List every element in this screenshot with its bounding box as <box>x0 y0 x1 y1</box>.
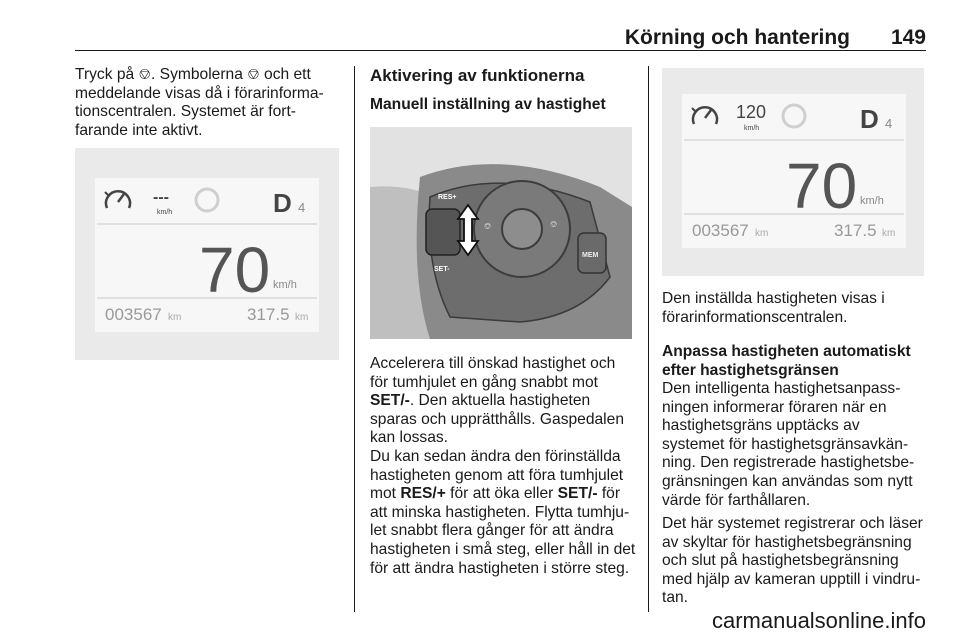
cluster-display-graphic <box>95 178 319 332</box>
text-line: ning. Den registrerade hastighetsbe- <box>662 454 915 472</box>
section-title: Körning och hantering <box>624 26 850 49</box>
odometer-unit: km <box>755 228 769 239</box>
limiter-icon: ⎊ <box>550 220 558 230</box>
text-line: av skyltar för hastighetsbegränsning <box>662 533 912 551</box>
text-line: meddelande visas då i förarinforma- <box>75 84 324 102</box>
text-line: Den intelligenta hastighetsanpass- <box>662 380 901 397</box>
cruise-icon: ⎊ <box>484 222 492 232</box>
mem-label: MEM <box>582 252 599 259</box>
speedometer-icon <box>105 191 130 208</box>
cluster-display <box>95 178 319 332</box>
text-line: SET/-. Den aktuella hastigheten <box>370 392 591 410</box>
set-label: SET- <box>434 266 450 273</box>
text-line: med hjälp av kameran upptill i vindru- <box>662 570 921 588</box>
current-speed: 70 <box>199 234 271 306</box>
text-line: tan. <box>662 589 689 607</box>
text-line: gränsningen kan användas som nytt <box>662 472 913 490</box>
set-speed-unit: km/h <box>157 209 173 216</box>
text-line: Det här systemet registrerar och läser <box>662 515 923 532</box>
text-line: att minska hastigheten. Flytta tumhju- <box>370 503 630 521</box>
text-line: värde för farthållaren. <box>662 491 811 509</box>
text-line: hastigheten genom att föra tumhjulet <box>370 466 624 484</box>
text-line: kan lossas. <box>370 429 449 447</box>
odometer-unit: km <box>168 312 182 323</box>
gear-letter: D <box>860 104 879 134</box>
set-speed-unit: km/h <box>744 125 760 132</box>
display-paragraph <box>662 290 932 327</box>
cluster-figure-2 <box>662 68 924 276</box>
thumbwheel <box>426 209 460 255</box>
current-speed-unit: km/h <box>860 195 884 207</box>
status-indicator-icon <box>196 189 218 211</box>
odometer-value: 003567 <box>105 305 162 324</box>
odometer-value: 003567 <box>692 221 749 240</box>
text-line: förarinformationscentralen. <box>662 308 848 326</box>
trip-unit: km <box>295 312 309 323</box>
cluster-figure-1 <box>75 148 339 360</box>
steering-wheel-graphic <box>370 127 632 339</box>
set-speed-value: --- <box>153 189 169 206</box>
text-line: och slut på hastighetsbegränsning <box>662 552 899 570</box>
heading-line: efter hastighetsgränsen <box>662 361 839 379</box>
text-line: tionscentralen. Systemet är fort- <box>75 103 297 121</box>
current-speed-unit: km/h <box>273 279 297 291</box>
speedometer-icon <box>692 107 717 124</box>
subsection-heading <box>662 343 932 380</box>
trip-value: 317.5 <box>834 221 877 240</box>
text-line: hastighetsgräns upptäcks av <box>662 417 860 435</box>
cluster-display <box>682 94 906 248</box>
text-line: let snabbt flera gånger för att ändra <box>370 522 614 540</box>
gear-number: 4 <box>885 116 893 131</box>
text-line: för tumhjulet en gång snabbt mot <box>370 373 598 391</box>
res-label: RES+ <box>438 194 457 201</box>
text-line: systemet för hastighetsgränsavkän- <box>662 435 909 453</box>
text-line: mot RES/+ för att öka eller SET/- för <box>370 485 621 503</box>
text-line: farande inte aktivt. <box>75 121 203 139</box>
gear-letter: D <box>273 188 292 218</box>
text-line: ningen informerar föraren när en <box>662 398 887 416</box>
trip-value: 317.5 <box>247 305 290 324</box>
activation-paragraph-1 <box>370 355 640 448</box>
status-indicator-icon <box>783 105 805 127</box>
heading-line: Anpassa hastigheten automatiskt <box>662 343 911 360</box>
page-number: 149 <box>890 26 926 49</box>
text-line: Du kan sedan ändra den förinställda <box>370 448 621 465</box>
steering-wheel-figure <box>370 127 632 339</box>
section-heading: Aktivering av funktionerna <box>370 66 585 85</box>
text-line: Den inställda hastigheten visas i <box>662 290 885 307</box>
gear-number: 4 <box>298 200 306 215</box>
text-line: sparas och upprätthålls. Gaspedalen <box>370 410 624 428</box>
intro-paragraph <box>75 66 345 140</box>
header-rule <box>75 50 926 51</box>
text-line: Accelerera till önskad hastighet och <box>370 355 616 372</box>
column-divider-2 <box>648 66 649 612</box>
activation-paragraph-2 <box>370 448 640 578</box>
current-speed: 70 <box>786 150 858 222</box>
column-divider-1 <box>354 66 355 612</box>
adaptive-paragraph-2 <box>662 515 937 608</box>
set-speed-value: 120 <box>736 102 767 122</box>
cluster-display-graphic <box>682 94 906 248</box>
text-line: hastigheten i små steg, eller håll in det <box>370 540 636 558</box>
trip-unit: km <box>882 228 896 239</box>
subsection-heading: Manuell inställning av hastighet <box>370 96 606 113</box>
text-line: Tryck på ⎊. Symbolerna ⎊ och ett <box>75 66 311 83</box>
adaptive-paragraph-1 <box>662 380 932 510</box>
text-line: för att ändra hastigheten i större steg. <box>370 559 630 577</box>
watermark: carmanualsonline.info <box>711 608 926 633</box>
